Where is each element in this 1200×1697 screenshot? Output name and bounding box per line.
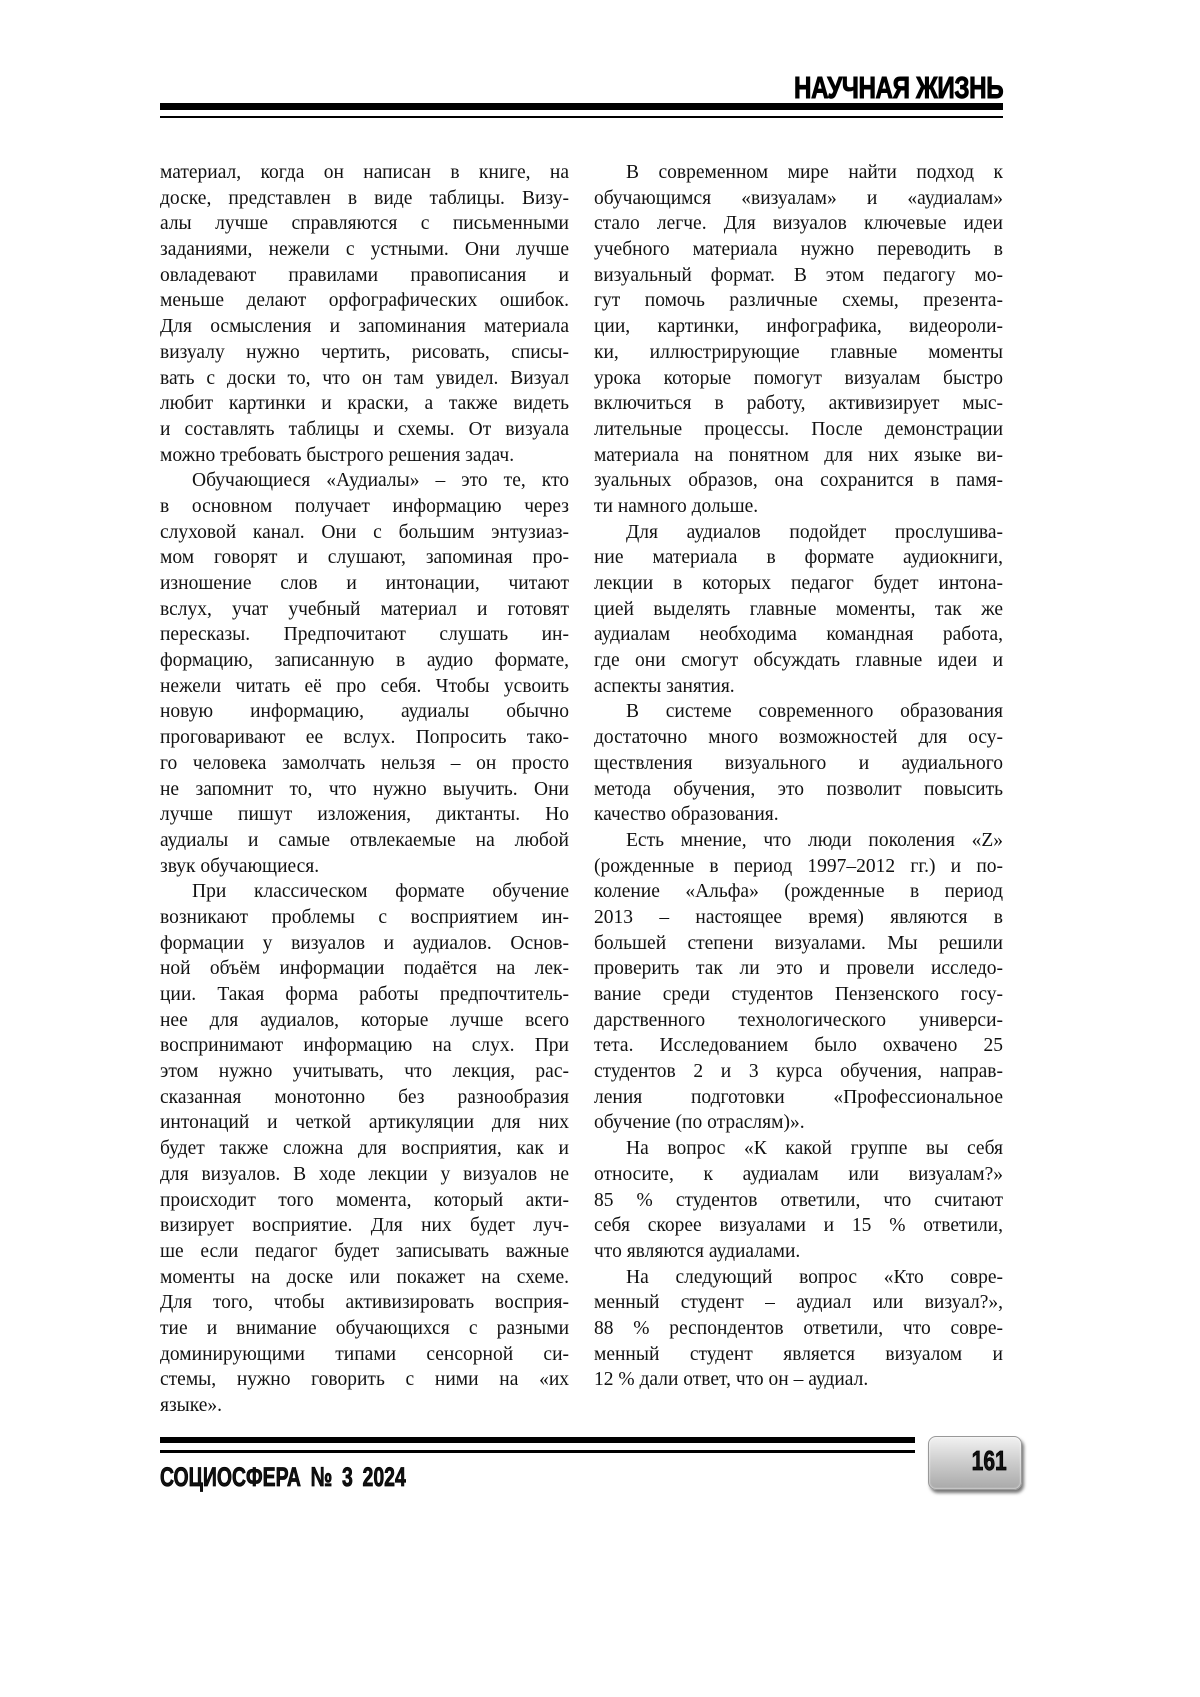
text-line: лительные процессы. После демонстрации (594, 417, 1003, 443)
text-line: го человека замолчать нельзя – он просто (160, 751, 569, 777)
text-column-left (160, 160, 569, 1419)
text-line: ции, картинки, инфографика, видеороли- (594, 314, 1003, 340)
text-line: цией выделять главные моменты, так же (594, 597, 1003, 623)
text-line: ше если педагог будет записывать важные (160, 1239, 569, 1265)
text-line: меньше делают орфографических ошибок. (160, 288, 569, 314)
paragraph (160, 879, 569, 1418)
text-line: Для осмысления и запоминания материала (160, 314, 569, 340)
text-line: что являются аудиалами. (594, 1239, 1003, 1265)
text-line: овладевают правилами правописания и (160, 263, 569, 289)
text-line: будет также сложна для восприятия, как и (160, 1136, 569, 1162)
header-rule-thick (160, 103, 1003, 110)
text-line: (рожденные в период 1997–2012 гг.) и по- (594, 854, 1003, 880)
text-line: визирует восприятие. Для них будет луч- (160, 1213, 569, 1239)
text-line: На следующий вопрос «Кто совре- (594, 1265, 1003, 1291)
text-line: нежели читать её про себя. Чтобы усвоить (160, 674, 569, 700)
text-line: ной объём информации подаётся на лек- (160, 956, 569, 982)
text-line: языке». (160, 1393, 569, 1419)
text-line: обучающимся «визуалам» и «аудиалам» (594, 186, 1003, 212)
text-line: проверить так ли это и провели исследо- (594, 956, 1003, 982)
text-line: 88 % респондентов ответили, что совре- (594, 1316, 1003, 1342)
text-line: этом нужно учитывать, что лекция, рас- (160, 1059, 569, 1085)
text-line: менный студент является визуалом и (594, 1342, 1003, 1368)
paragraph (594, 520, 1003, 700)
text-column-right (594, 160, 1003, 1393)
text-line: себя скорее визуалами и 15 % ответили, (594, 1213, 1003, 1239)
text-line: для визуалов. В ходе лекции у визуалов не (160, 1162, 569, 1188)
text-line: не запомнит то, что нужно выучить. Они (160, 777, 569, 803)
text-line: материал, когда он написан в книге, на (160, 160, 569, 186)
text-line: новую информацию, аудиалы обычно (160, 699, 569, 725)
text-line: изношение слов и интонации, читают (160, 571, 569, 597)
text-line: воспринимают информацию на слух. При (160, 1033, 569, 1059)
text-line: зуальных образов, она сохранится в памя- (594, 468, 1003, 494)
text-line: гут помочь различные схемы, презента- (594, 288, 1003, 314)
text-line: ти намного дольше. (594, 494, 1003, 520)
text-line: лекции в которых педагог будет интона- (594, 571, 1003, 597)
text-line: аудиалам необходима командная работа, (594, 622, 1003, 648)
text-line: возникают проблемы с восприятием ин- (160, 905, 569, 931)
text-line: 12 % дали ответ, что он – аудиал. (594, 1367, 1003, 1393)
text-line: На вопрос «К какой группе вы себя (594, 1136, 1003, 1162)
text-line: аудиалы и самые отвлекаемые на любой (160, 828, 569, 854)
footer-rule-thick (160, 1437, 915, 1443)
text-line: нее для аудиалов, которые лучше всего (160, 1008, 569, 1034)
paragraph (594, 699, 1003, 827)
text-line: визуальный формат. В этом педагогу мо- (594, 263, 1003, 289)
text-line: формацию, записанную в аудио формате, (160, 648, 569, 674)
text-line: вание среди студентов Пензенского госу- (594, 982, 1003, 1008)
text-line: Есть мнение, что люди поколения «Z» (594, 828, 1003, 854)
text-line: учебного материала нужно переводить в (594, 237, 1003, 263)
text-line: проговаривают ее вслух. Попросить тако- (160, 725, 569, 751)
text-line: ние материала в формате аудиокниги, (594, 545, 1003, 571)
text-line: интонаций и четкой артикуляции для них (160, 1110, 569, 1136)
text-line: 85 % студентов ответили, что считают (594, 1188, 1003, 1214)
text-line: тета. Исследованием было охвачено 25 (594, 1033, 1003, 1059)
text-line: можно требовать быстрого решения задач. (160, 443, 569, 469)
text-line: сказанная монотонно без разнообразия (160, 1085, 569, 1111)
text-line: визуалу нужно чертить, рисовать, списы- (160, 340, 569, 366)
paragraph (594, 1136, 1003, 1264)
text-line: алы лучше справляются с письменными (160, 211, 569, 237)
text-line: ления подготовки «Профессиональное (594, 1085, 1003, 1111)
text-line: Для того, чтобы активизировать восприя- (160, 1290, 569, 1316)
text-line: мом говорят и слушают, запоминая про- (160, 545, 569, 571)
text-line: 2013 – настоящее время) являются в (594, 905, 1003, 931)
text-line: достаточно много возможностей для осу- (594, 725, 1003, 751)
text-line: студентов 2 и 3 курса обучения, направ- (594, 1059, 1003, 1085)
text-line: вслух, учат учебный материал и готовят (160, 597, 569, 623)
text-line: происходит того момента, который акти- (160, 1188, 569, 1214)
text-line: В современном мире найти подход к (594, 160, 1003, 186)
text-line: коление «Альфа» (рожденные в период (594, 879, 1003, 905)
text-line: ки, иллюстрирующие главные моменты (594, 340, 1003, 366)
text-line: заданиями, нежели с устными. Они лучше (160, 237, 569, 263)
text-line: доминирующими типами сенсорной си- (160, 1342, 569, 1368)
paragraph (594, 160, 1003, 520)
text-line: стемы, нужно говорить с ними на «их (160, 1367, 569, 1393)
paragraph (594, 828, 1003, 1136)
text-line: лучше пишут изложения, диктанты. Но (160, 802, 569, 828)
text-line: менный студент – аудиал или визуал?», (594, 1290, 1003, 1316)
header-rule-thin (160, 116, 1003, 118)
paragraph (160, 160, 569, 468)
text-line: материала на понятном для них языке ви- (594, 443, 1003, 469)
text-line: пересказы. Предпочитают слушать ин- (160, 622, 569, 648)
text-line: включиться в работу, активизирует мыс- (594, 391, 1003, 417)
page-number-box (928, 1436, 1022, 1490)
text-line: урока которые помогут визуалам быстро (594, 366, 1003, 392)
text-line: качество образования. (594, 802, 1003, 828)
text-line: метода обучения, это позволит повысить (594, 777, 1003, 803)
paragraph (594, 1265, 1003, 1393)
text-line: дарственного технологического универси- (594, 1008, 1003, 1034)
text-line: В системе современного образования (594, 699, 1003, 725)
text-line: звук обучающиеся. (160, 854, 569, 880)
text-line: слуховой канал. Они с большим энтузиаз- (160, 520, 569, 546)
section-title: НАУЧНАЯ ЖИЗНЬ (794, 70, 1003, 106)
text-line: формации у визуалов и аудиалов. Основ- (160, 931, 569, 957)
text-line: ции. Такая форма работы предпочтитель- (160, 982, 569, 1008)
text-line: любит картинки и краски, а также видеть (160, 391, 569, 417)
text-line: относите, к аудиалам или визуалам?» (594, 1162, 1003, 1188)
text-line: обучение (по отраслям)». (594, 1110, 1003, 1136)
text-line: моменты на доске или покажет на схеме. (160, 1265, 569, 1291)
text-line: Обучающиеся «Аудиалы» – это те, кто (160, 468, 569, 494)
page-number: 161 (972, 1445, 1007, 1477)
text-line: в основном получает информацию через (160, 494, 569, 520)
paragraph (160, 468, 569, 879)
text-line: доске, представлен в виде таблицы. Визу- (160, 186, 569, 212)
text-line: аспекты занятия. (594, 674, 1003, 700)
text-line: вать с доски то, что он там увидел. Визуал (160, 366, 569, 392)
text-line: тие и внимание обучающихся с разными (160, 1316, 569, 1342)
text-line: стало легче. Для визуалов ключевые идеи (594, 211, 1003, 237)
text-line: где они смогут обсуждать главные идеи и (594, 648, 1003, 674)
text-line: Для аудиалов подойдет прослушива- (594, 520, 1003, 546)
text-line: и составлять таблицы и схемы. От визуала (160, 417, 569, 443)
footer-rule-thin (160, 1450, 915, 1453)
text-line: большей степени визуалами. Мы решили (594, 931, 1003, 957)
text-line: При классическом формате обучение (160, 879, 569, 905)
journal-issue: СОЦИОСФЕРА № 3 2024 (160, 1462, 406, 1493)
text-line: ществления визуального и аудиального (594, 751, 1003, 777)
